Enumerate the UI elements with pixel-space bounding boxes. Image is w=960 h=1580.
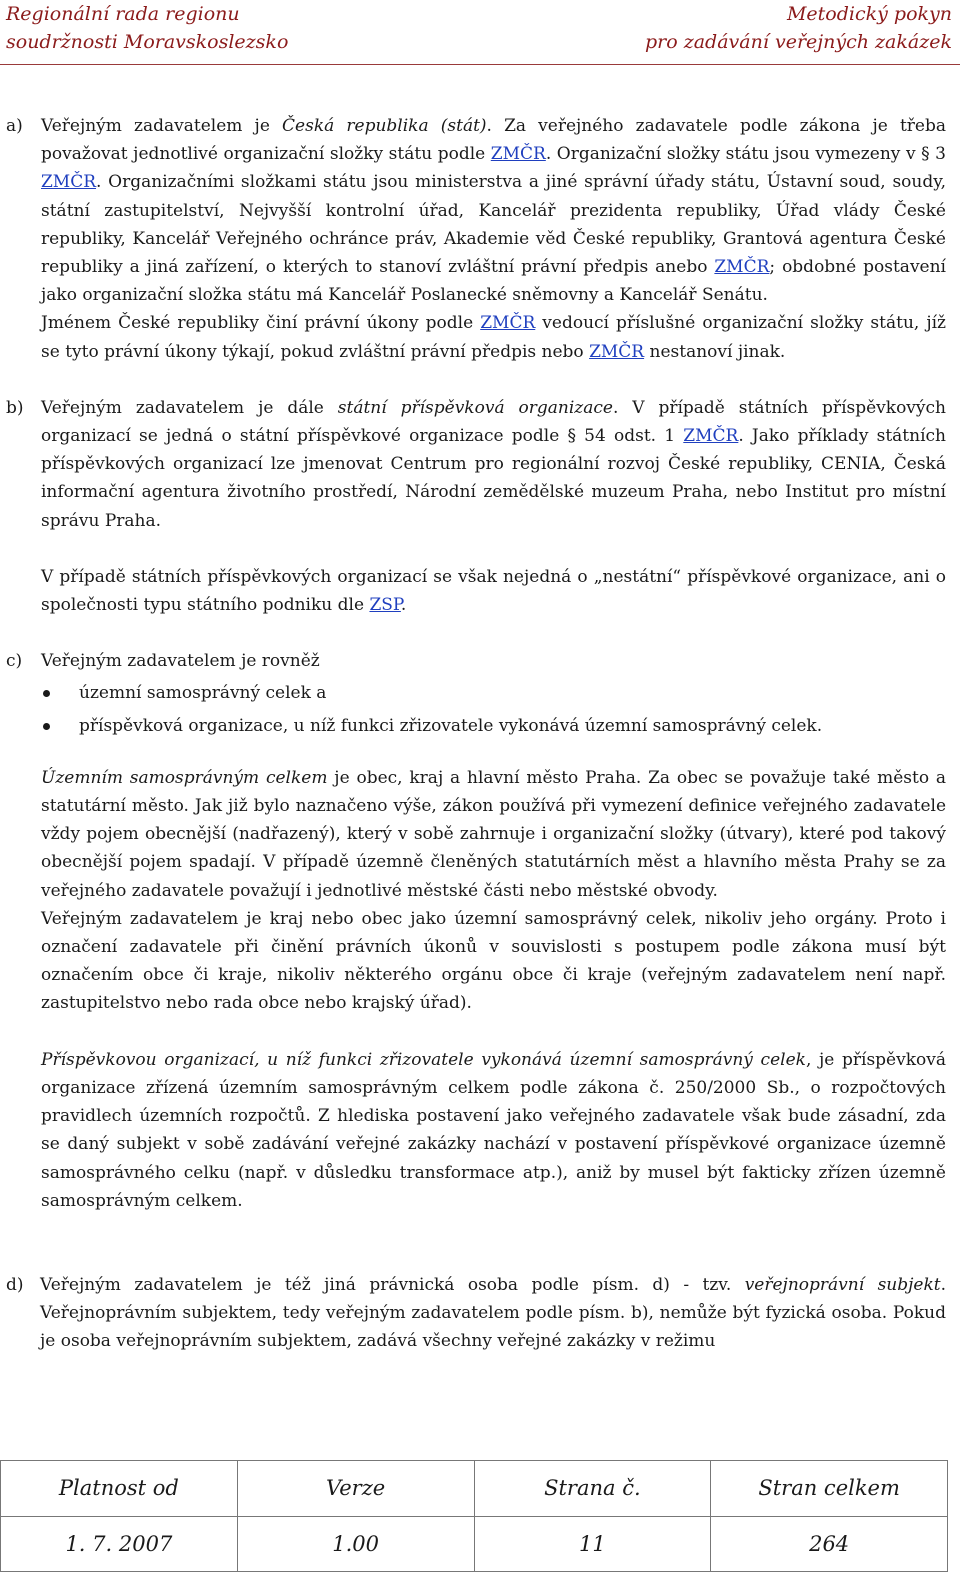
zmcr-link[interactable]: ZMČR (683, 426, 739, 447)
header-right-line1: Metodický pokyn (786, 3, 952, 25)
page-header (6, 0, 952, 62)
footer-header-page-total: Stran celkem (711, 1461, 948, 1517)
section-a (0, 112, 946, 366)
section-b (0, 394, 946, 619)
section-c (0, 647, 946, 1215)
section-a-paragraph-2: Jménem České republiky činí právní úkony podle ZMČR vedoucí příslušné organizační složky státu, jíž se tyto právní úkony týkají, pokud zvláštní právní předpis nebo ZMČR nestanoví jinak. (41, 313, 946, 362)
section-b-marker: b) (6, 397, 24, 418)
section-b-paragraph-2: V případě státních příspěvkových organizací se však nejedná o „nestátní“ příspěvkové organizace, ani o společnosti typu státního podniku dle ZSP. (41, 566, 946, 616)
section-d-paragraph-1: Veřejným zadavatelem je též jiná právnická osoba podle písm. d) - tzv. veřejnoprávní subjekt. Veřejnoprávním subjektem, tedy veřejným zadavatelem podle písm. b), nemůže být fyzická osoba. Pokud je osoba veřejnoprávním subjektem, zadává všechny veřejné zakázky v režimu (40, 1274, 946, 1352)
list-item: příspěvková organizace, u níž funkci zřizovatele vykonává územní samosprávný celek. (41, 712, 946, 740)
footer-info-table (0, 1460, 948, 1572)
zmcr-link[interactable]: ZMČR (41, 172, 97, 193)
section-a-marker: a) (6, 116, 23, 136)
footer-valid-from: 1. 7. 2007 (1, 1516, 238, 1572)
section-c-bullet-list (41, 679, 946, 739)
bullet-icon (43, 723, 50, 730)
header-left-line2: soudržnosti Moravskoslezsko (6, 31, 289, 53)
footer-version: 1.00 (237, 1516, 474, 1572)
section-a-paragraph-1: Veřejným zadavatelem je Česká republika (stát). Za veřejného zadavatele podle zákona je třeba považovat jednotlivé organizační složky státu podle ZMČR. Organizační složky státu jsou vymezeny v § 3 ZMČR. Organizačními složkami státu jsou ministerstva a jiné správní úřady státu, Ústavní soud, soudy, státní zastupitelství, Nejvyšší kontrolní úřad, Kancelář prezidenta republiky, Úřad vlády České republiky, Kancelář Veřejného ochránce práv, Akademie věd České republiky, Grantová agentura České republiky a jiná zařízení, o kterých to stanoví zvláštní právní předpis anebo ZMČR; obdobné postavení jako organizační složka státu má Kancelář Poslanecké sněmovny a Kancelář Senátu. (41, 116, 947, 306)
section-c-marker: c) (6, 651, 23, 672)
zmcr-link[interactable]: ZMČR (490, 144, 546, 165)
header-divider (0, 64, 960, 65)
section-c-intro: Veřejným zadavatelem je rovněž (41, 651, 320, 672)
header-right-line2: pro zadávání veřejných zakázek (645, 31, 952, 53)
section-d (0, 1271, 946, 1356)
document-body (0, 112, 946, 1356)
section-c-paragraph-2: Veřejným zadavatelem je kraj nebo obec jako územní samosprávný celek, nikoliv jeho orgány. Proto i označení zadavatele při činění právních úkonů v souvislosti s postupem podle zákona musí být označením obce či kraje, nikoliv některého orgánu obce či kraje (veřejným zadavatelem není např. zastupitelstvo nebo rada obce nebo krajský úřad). (41, 908, 946, 1014)
footer-header-valid-from: Platnost od (1, 1461, 238, 1517)
footer-header-page-number: Strana č. (474, 1461, 711, 1517)
footer-page-number: 11 (474, 1516, 711, 1572)
footer-page-total: 264 (711, 1516, 948, 1572)
table-row (1, 1461, 948, 1517)
zmcr-link[interactable]: ZMČR (589, 341, 645, 362)
list-item: územní samosprávný celek a (41, 679, 946, 707)
zsp-link[interactable]: ZSP (369, 595, 401, 616)
footer-header-version: Verze (237, 1461, 474, 1517)
header-document-title (645, 0, 952, 56)
zmcr-link[interactable]: ZMČR (714, 257, 770, 278)
bullet-icon (43, 690, 50, 697)
zmcr-link[interactable]: ZMČR (480, 313, 536, 334)
section-c-paragraph-3: Příspěvkovou organizací, u níž funkci zřizovatele vykonává územní samosprávný celek, je příspěvková organizace zřízená územním samosprávným celkem podle zákona č. 250/2000 Sb., o rozpočtových pravidlech územních rozpočtů. Z hlediska postavení jako veřejného zadavatele však bude zásadní, zda se daný subjekt v sobě zadávání veřejné zakázky nachází v postavení příspěvkové organizace územně samosprávného celku (např. v důsledku transformace atp.), aniž by musel být fakticky zřízen územně samosprávným celkem. (41, 1049, 946, 1211)
header-organization (6, 0, 288, 56)
section-c-paragraph-1: Územním samosprávným celkem je obec, kraj a hlavní město Praha. Za obec se považuje také město a statutární město. Jak již bylo naznačeno výše, zákon používá při vymezení definice veřejného zadavatele vždy pojem obecnější (nadřazený), který v sobě zahrnuje i organizační složky (útvary), které pod takový obecnější pojem spadají. V případě územně členěných statutárních měst a hlavního města Prahy se za veřejného zadavatele považují i jednotlivé městské části nebo městské obvody. (41, 767, 947, 901)
section-d-marker: d) (6, 1274, 24, 1295)
section-b-paragraph-1: Veřejným zadavatelem je dále státní příspěvková organizace. V případě státních příspěvkových organizací se jedná o státní příspěvkové organizace podle § 54 odst. 1 ZMČR. Jako příklady státních příspěvkových organizací lze jmenovat Centrum pro regionální rozvoj České republiky, CENIA, Česká informační agentura životního prostředí, Národní zemědělské muzeum Praha, nebo Institut pro místní správu Praha. (41, 397, 946, 531)
header-left-line1: Regionální rada regionu (6, 3, 240, 25)
table-row (1, 1516, 948, 1572)
